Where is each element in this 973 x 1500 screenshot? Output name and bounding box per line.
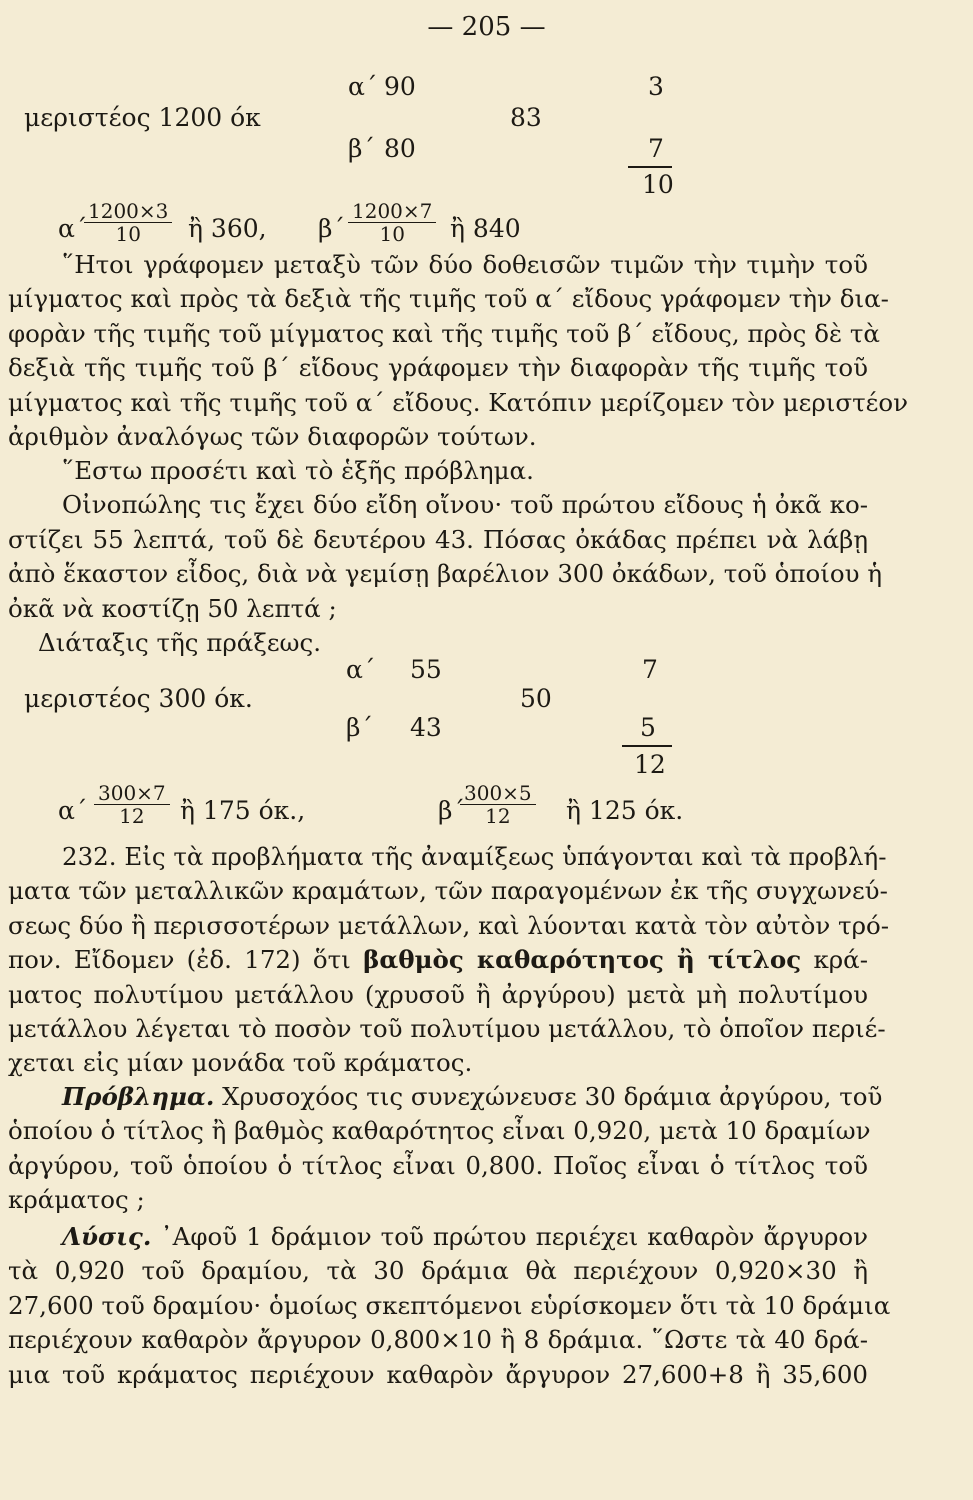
table1-divisor: μεριστέος 1200 όκ — [24, 103, 261, 132]
table2-mix-value: 50 — [520, 684, 552, 713]
table2-a-value: 55 — [410, 655, 442, 684]
text-line: ὀκᾶ νὰ κοστίζῃ 50 λεπτά ; — [8, 593, 337, 623]
problem-paragraph — [8, 1080, 883, 1218]
table1-a-diff: 3 — [648, 72, 664, 101]
table2-divisor: μεριστέος 300 όκ. — [24, 684, 253, 713]
table1-b-value: 80 — [384, 134, 416, 163]
table1-mix-value: 83 — [510, 103, 542, 132]
table2-total-rule — [622, 745, 672, 747]
text-line-start: πον. Εἴδομεν (ἐδ. 172) ὅτι — [8, 945, 351, 975]
text-line: μετάλλου λέγεται τὸ ποσὸν τοῦ πολυτίμου μετάλλου, τὸ ὁποῖον περιέ- — [8, 1014, 886, 1044]
text-line: μια τοῦ κράματος περιέχουν καθαρὸν ἄργυρον 27,600+8 ἢ 35,600 — [8, 1359, 868, 1389]
paragraph-2 — [8, 454, 882, 660]
paragraph-232 — [8, 840, 890, 1081]
solution-paragraph — [8, 1220, 891, 1392]
text-line: δεξιὰ τῆς τιμῆς τοῦ β΄ εἴδους γράφομεν τὴν διαφορὰν τῆς τιμῆς τοῦ — [8, 353, 868, 383]
text-line-rest: Χρυσοχόος τις συνεχώνευσε 30 δράμια ἀργύρου, τοῦ — [222, 1082, 883, 1111]
text-line: περιέχουν καθαρὸν ἄργυρον 0,800×10 ἢ 8 δράμια. ῞Ωστε τὰ 40 δρά- — [8, 1325, 868, 1355]
page-number: — 205 — — [427, 12, 546, 42]
text-line — [8, 1220, 868, 1254]
result1-a-result: ἢ 360, — [188, 214, 267, 243]
result1-b-result: ἢ 840 — [450, 214, 521, 243]
text-line: ῞Ητοι γράφομεν μεταξὺ τῶν δύο δοθεισῶν τιμῶν τὴν τιμὴν τοῦ — [62, 250, 868, 279]
table2-a-diff: 7 — [642, 655, 658, 684]
text-line — [8, 1080, 883, 1114]
result2-a-den: 12 — [119, 804, 145, 828]
text-line: σεως δύο ἢ περισσοτέρων μετάλλων, καὶ λύονται κατὰ τὸν αὐτὸν τρό- — [8, 910, 890, 940]
result1-a-den: 10 — [115, 222, 141, 246]
table2-a-label: α΄ — [346, 655, 376, 684]
result1-b-den: 10 — [379, 222, 405, 246]
text-line: στίζει 55 λεπτά, τοῦ δὲ δευτέρου 43. Πόσας ὀκάδας πρέπει νὰ λάβῃ — [8, 524, 868, 554]
table2-b-value: 43 — [410, 713, 442, 742]
paragraph-1 — [8, 248, 908, 454]
text-line — [8, 943, 868, 977]
table1-a-value: 90 — [384, 72, 416, 101]
result1-b-fraction — [348, 200, 436, 245]
table1-total: 10 — [642, 170, 674, 199]
text-line: Διάταξις τῆς πράξεως. — [38, 628, 322, 658]
table1-a-label: α΄ — [348, 72, 378, 101]
result2-b-result: ἢ 125 όκ. — [566, 796, 684, 825]
result1-a-fraction — [84, 200, 172, 245]
result2-a-result: ἢ 175 όκ., — [180, 796, 306, 825]
text-line: Οἰνοπώλης τις ἔχει δύο εἴδη οἴνου· τοῦ πρώτου εἴδους ἡ ὀκᾶ κο- — [62, 490, 868, 520]
text-line: τὰ 0,920 τοῦ δραμίου, τὰ 30 δράμια θὰ περιέχουν 0,920×30 ἢ — [8, 1256, 868, 1286]
result1-b-num: 1200×7 — [348, 200, 436, 223]
result2-b-num: 300×5 — [460, 782, 536, 805]
result1-a-prefix: α΄ — [58, 214, 88, 243]
problem-label: Πρόβλημα. — [62, 1082, 215, 1111]
text-line: μίγματος καὶ πρὸς τὰ δεξιὰ τῆς τιμῆς τοῦ α΄ εἴδους γράφομεν τὴν δια- — [8, 284, 889, 314]
table2-b-diff: 5 — [640, 713, 656, 742]
bold-term: βαθμὸς καθαρότητος ἢ τίτλος — [363, 945, 802, 975]
text-line-rest: ᾿Αφοῦ 1 δράμιον τοῦ πρώτου περιέχει καθαρὸν ἄργυρον — [160, 1222, 869, 1251]
result2-b-fraction — [460, 782, 536, 827]
table1-b-label: β΄ — [348, 134, 375, 163]
result1-a-num: 1200×3 — [84, 200, 172, 223]
result2-a-num: 300×7 — [94, 782, 170, 805]
text-line: 232. Εἰς τὰ προβλήματα τῆς ἀναμίξεως ὑπάγονται καὶ τὰ προβλή- — [62, 842, 887, 871]
text-line: ἀπὸ ἕκαστον εἶδος, διὰ νὰ γεμίσῃ βαρέλιον 300 ὀκάδων, τοῦ ὁποίου ἡ — [8, 559, 882, 589]
table1-total-rule — [628, 166, 672, 168]
result2-a-fraction — [94, 782, 170, 827]
result1-b-prefix: β΄ — [318, 214, 345, 243]
text-line: ῞Εστω προσέτι καὶ τὸ ἑξῆς πρόβλημα. — [62, 456, 534, 485]
text-line: ματα τῶν μεταλλικῶν κραμάτων, τῶν παραγομένων ἐκ τῆς συγχωνεύ- — [8, 876, 888, 906]
text-line: 27,600 τοῦ δραμίου· ὁμοίως σκεπτόμενοι εὑρίσκομεν ὅτι τὰ 10 δράμια — [8, 1290, 891, 1320]
text-line: ἀργύρου, τοῦ ὁποίου ὁ τίτλος εἶναι 0,800. Ποῖος εἶναι ὁ τίτλος τοῦ — [8, 1150, 868, 1180]
table2-total: 12 — [634, 750, 666, 779]
text-line: ὁποίου ὁ τίτλος ἢ βαθμὸς καθαρότητος εἶναι 0,920, μετὰ 10 δραμίων — [8, 1116, 871, 1146]
text-line: ἀριθμὸν ἀναλόγως τῶν διαφορῶν τούτων. — [8, 422, 537, 452]
result2-a-prefix: α΄ — [58, 796, 88, 825]
text-line: κράματος ; — [8, 1185, 145, 1215]
text-line: φορὰν τῆς τιμῆς τοῦ μίγματος καὶ τῆς τιμῆς τοῦ β΄ εἴδους, πρὸς δὲ τὰ — [8, 318, 880, 348]
table2-b-label: β΄ — [346, 713, 373, 742]
text-line-end: κρά- — [813, 945, 868, 975]
text-line: ματος πολυτίμου μετάλλου (χρυσοῦ ἢ ἀργύρου) μετὰ μὴ πολυτίμου — [8, 979, 868, 1009]
text-line: μίγματος καὶ τῆς τιμῆς τοῦ α΄ εἴδους. Κατόπιν μερίζομεν τὸν μεριστέον — [8, 387, 908, 417]
result2-b-prefix: β΄ — [438, 796, 465, 825]
result2-b-den: 12 — [485, 804, 511, 828]
solution-label: Λύσις. — [62, 1222, 152, 1251]
text-line: χεται εἰς μίαν μονάδα τοῦ κράματος. — [8, 1048, 473, 1078]
table1-b-diff: 7 — [648, 134, 664, 163]
